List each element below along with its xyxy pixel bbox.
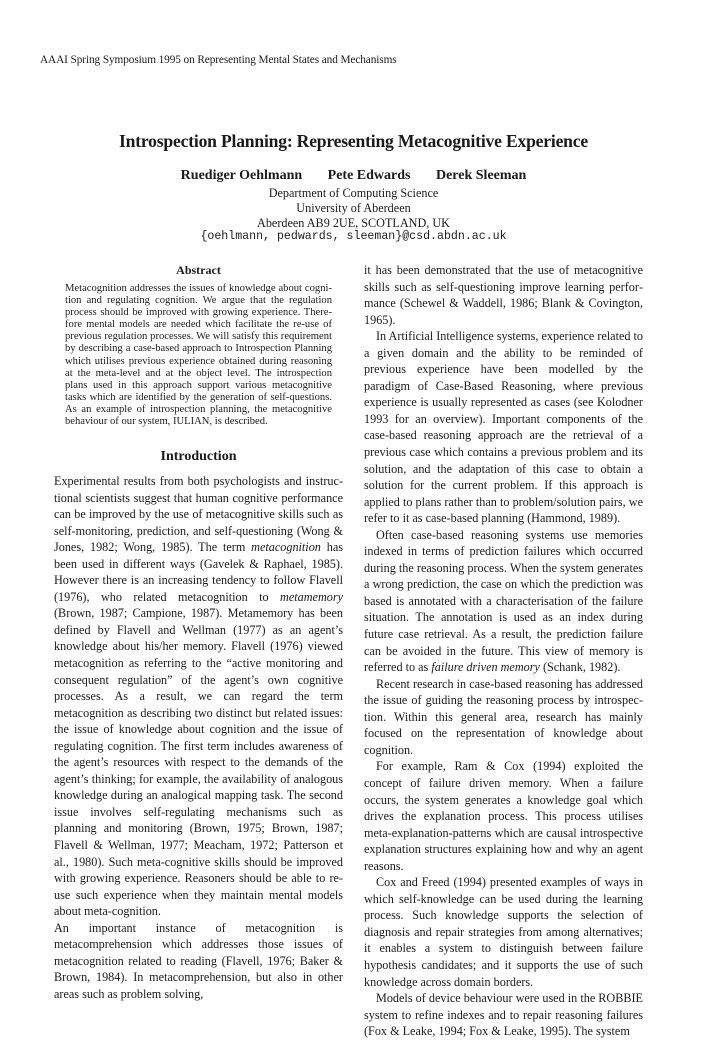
- paragraph: Models of device behaviour were used in the ROBBIE system to refine indexes and to repair reasoning failures (Fox & Leake, 1994; Fox & Leake, 1995). The system: [364, 991, 643, 1039]
- affiliation-university: University of Aberdeen: [296, 201, 411, 215]
- abstract-text: Metacognition addresses the issues of knowledge about cognition and regulating cognition. We argue that the regulation process should be improved with growing experience. Therefore mental models are needed which facilitate the re-use of previous regulation processes. We will satisfy this requirement by describing a case-based approach to Introspection Planning which utilises previous experience obtained during reasoning at the meta-level and at the object level. The introspection plans used in this approach support various metacognitive tasks which are identified by the generation of self-questions. As an example of introspection planning, the metacognitive behaviour of our system, IULIAN, is described.: [65, 283, 332, 428]
- running-head: AAAI Spring Symposium 1995 on Representing Mental States and Mechanisms: [40, 54, 397, 66]
- paragraph: An important instance of metacognition is metacomprehension which addresses those issues of metacognition related to reading (Flavell, 1976; Baker & Brown, 1984). In metacomprehension, but also in other areas such as problem solving,: [54, 920, 343, 1001]
- paragraph: For example, Ram & Cox (1994) exploited the concept of failure driven memory. When a failure occurs, the system generates a knowledge goal which drives the explanation process. This process utilises meta-explanation-patterns which are causal introspective explanation structures explaining how and why an agent reasons.: [364, 759, 643, 873]
- author-name: Pete Edwards: [327, 168, 411, 183]
- author-list: [0, 168, 707, 184]
- affiliation-department: Department of Computing Science: [268, 186, 439, 200]
- paragraph: it has been demonstrated that the use of metacognitive skills such as self-questioning improve learning performance (Schewel & Waddell, 1986; Blank & Covington, 1965).: [364, 263, 643, 327]
- affiliation-address: Aberdeen AB9 2UE, SCOTLAND, UK: [257, 216, 450, 230]
- paragraph: Cox and Freed (1994) presented examples of ways in which self-knowledge can be used during the learning process. Such knowledge supports the selection of diagnosis and repair strategies from among alternatives; it enables a system to distinguish between failure hypothesis candidates; and it supports the use of such knowledge across domain borders.: [364, 875, 643, 989]
- right-column: [364, 262, 643, 1040]
- paragraph: Recent research in case-based reasoning has addressed the issue of guiding the reasoning process by introspection. Within this general area, research has mainly focused on the representation of knowledge about cognition.: [364, 676, 643, 757]
- introduction-body: [54, 473, 343, 1003]
- paragraph: In Artificial Intelligence systems, experience related to a given domain and the ability to be reminded of previous experience have been modelled by the paradigm of Case-Based Reasoning, where previous experience is usually represented as cases (see Kolodner 1993 for an overview). Important components of the case-based reasoning approach are the retrieval of a previous case which contains a previous problem and its solution, and the adaptation of this case to obtain a solution for the current problem. If this approach is applied to plans rather than to problem/solution pairs, we refer to it as case-based planning (Hammond, 1989).: [364, 329, 643, 526]
- author-emails: {oehlmann, pedwards, sleeman}@csd.abdn.ac.uk: [200, 230, 507, 243]
- author-name: Derek Sleeman: [435, 168, 527, 183]
- abstract-heading: Abstract: [176, 263, 221, 277]
- paragraph: Often case-based reasoning systems use memories indexed in terms of prediction failures which occurred during the reasoning process. When the system generates a wrong prediction, the case on which the prediction was based is annotated with a characterisation of the failure situation. The annotation is used as an index during future case retrieval. As a result, the prediction failure can be avoided in the future. This view of memory is referred to as failure driven memory (Schank, 1982).: [364, 527, 643, 675]
- paragraph: Experimental results from both psychologists and instructional scientists suggest that human cognitive performance can be improved by the use of metacognitive skills such as self-monitoring, prediction, and self-questioning (Wong & Jones, 1982; Wong, 1985). The term metacognition has been used in different ways (Gavelek & Raphael, 1985). However there is an increasing tendency to follow Flavell (1976), who related metacognition to metamemory (Brown, 1987; Campione, 1987). Metamemory has been defined by Flavell and Wellman (1977) as an agent’s knowledge about his/her memory. Flavell (1976) viewed metacognition as referring to the “active monitoring and consequent regulation” of the agent’s own cognitive processes. As a result, we can regard the term metacognition as describing two distinct but related issues: the issue of knowledge about cognition and the issue of regulating cognition. The first term includes awareness of the agent’s resources with respect to the demands of the agent’s thinking; for example, the availability of analogous knowledge during an analogical mapping task. The second issue involves self-regulating mechanisms such as planning and monitoring (Brown, 1975; Brown, 1987; Flavell & Wellman, 1977; Meacham, 1972; Patterson et al., 1980). Such meta-cognitive skills should be improved with growing experience. Reasoners should be able to re-use such experience when they maintain mental models about meta-cognition.: [54, 474, 343, 919]
- author-name: Ruediger Oehlmann: [180, 168, 303, 183]
- introduction-heading: Introduction: [160, 449, 237, 464]
- paper-title: Introspection Planning: Representing Metacognitive Experience: [119, 131, 588, 151]
